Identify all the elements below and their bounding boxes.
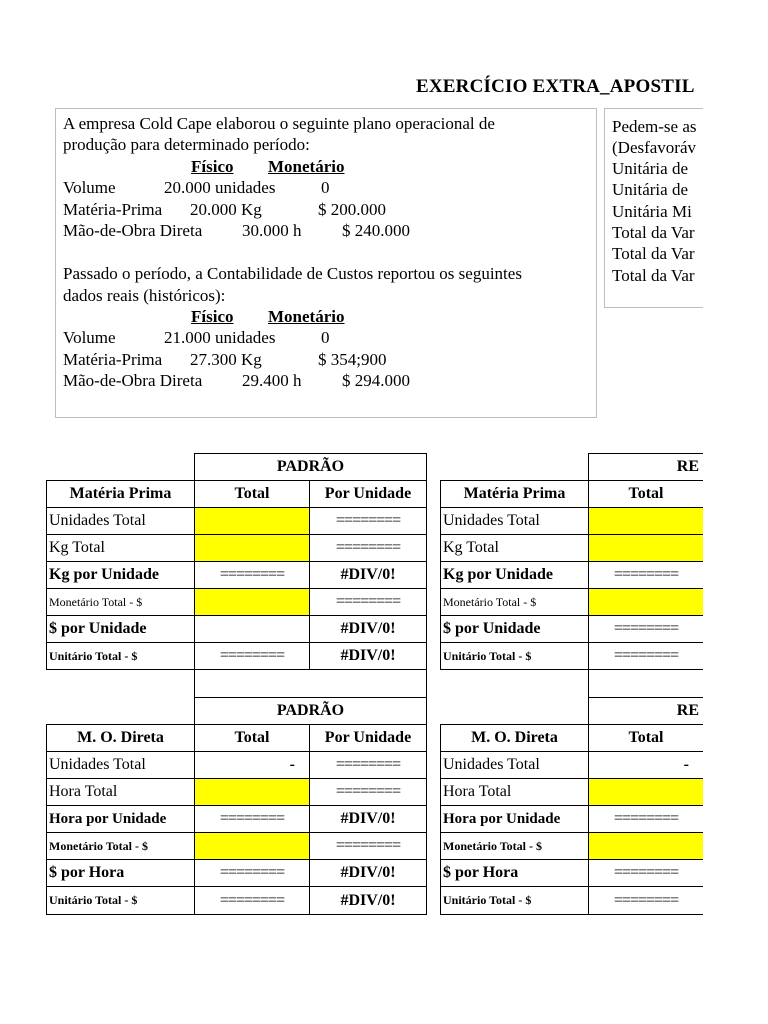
- row-label-kg-por-unidade: Kg por Unidade: [440, 561, 589, 589]
- row-label-unitario-total: Unitário Total - $: [440, 642, 589, 670]
- row-label-kg-total: Kg Total: [440, 534, 589, 562]
- separator-cell: ========: [588, 859, 703, 887]
- row-label-unitario-total: Unitário Total - $: [46, 886, 195, 915]
- separator-cell: ========: [309, 507, 427, 535]
- real-mp-fisico: 27.300 Kg: [190, 350, 262, 369]
- col-total-header: Total: [194, 480, 310, 508]
- input-cell[interactable]: [588, 507, 703, 535]
- formula-error-cell[interactable]: #DIV/0!: [309, 561, 427, 589]
- plan-mp-monetario: $ 200.000: [318, 200, 386, 219]
- row-label-unitario-total: Unitário Total - $: [440, 886, 589, 915]
- plan-mod-label: Mão-de-Obra Direta: [63, 221, 203, 240]
- plan-line-1: A empresa Cold Cape elaborou o seguinte plano operacional de: [63, 114, 495, 133]
- real-header-mod: RE: [588, 697, 703, 725]
- row-label-por-hora: $ por Hora: [440, 859, 589, 887]
- page-title: EXERCÍCIO EXTRA_APOSTIL: [416, 76, 695, 97]
- row-label-hora-total: Hora Total: [440, 778, 589, 806]
- header-fisico-2: Físico: [191, 307, 234, 326]
- question-line: Unitária de: [612, 180, 688, 199]
- row-label-monetario-total: Monetário Total - $: [440, 588, 589, 616]
- input-cell[interactable]: [194, 832, 310, 860]
- row-label-kg-total: Kg Total: [46, 534, 195, 562]
- row-label-por-unidade: $ por Unidade: [440, 615, 589, 643]
- mp-table-header: Matéria Prima: [46, 480, 195, 508]
- plan-volume-monetario: 0: [321, 178, 330, 197]
- col-total-header: Total: [588, 480, 703, 508]
- header-fisico: Físico: [191, 157, 234, 176]
- row-label-monetario-total: Monetário Total - $: [46, 832, 195, 860]
- plan-mp-label: Matéria-Prima: [63, 200, 163, 219]
- separator-cell: ========: [194, 859, 310, 887]
- question-line: Total da Var: [612, 266, 695, 285]
- real-mod-monetario: $ 294.000: [342, 371, 410, 390]
- mp-table-header-real: Matéria Prima: [440, 480, 589, 508]
- row-label-unidades-total: Unidades Total: [46, 507, 195, 535]
- separator-cell: ========: [309, 751, 427, 779]
- real-mod-label: Mão-de-Obra Direta: [63, 371, 203, 390]
- row-label-por-hora: $ por Hora: [46, 859, 195, 887]
- plan-mod-fisico: 30.000 h: [242, 221, 302, 240]
- header-monetario: Monetário: [268, 157, 345, 176]
- input-cell[interactable]: [588, 778, 703, 806]
- input-cell[interactable]: [194, 534, 310, 562]
- separator-cell: ========: [309, 832, 427, 860]
- value-cell[interactable]: -: [194, 751, 310, 779]
- separator-cell: ========: [309, 534, 427, 562]
- row-label-unidades-total: Unidades Total: [440, 507, 589, 535]
- question-line: Total da Var: [612, 223, 695, 242]
- input-cell[interactable]: [194, 778, 310, 806]
- question-line: Total da Var: [612, 244, 695, 263]
- real-mod-fisico: 29.400 h: [242, 371, 302, 390]
- col-por-unidade-header: Por Unidade: [309, 724, 427, 752]
- real-volume-label: Volume: [63, 328, 116, 347]
- real-volume-monetario: 0: [321, 328, 330, 347]
- row-label-monetario-total: Monetário Total - $: [440, 832, 589, 860]
- real-header-mp: RE: [588, 453, 703, 481]
- plan-volume-fisico: 20.000 unidades: [164, 178, 276, 197]
- col-total-header: Total: [588, 724, 703, 752]
- question-line: Unitária de: [612, 159, 688, 178]
- padrao-header-mod: PADRÃO: [194, 697, 427, 725]
- real-mp-label: Matéria-Prima: [63, 350, 163, 369]
- formula-error-cell[interactable]: #DIV/0!: [309, 615, 427, 643]
- plan-mp-fisico: 20.000 Kg: [190, 200, 262, 219]
- input-cell[interactable]: [194, 507, 310, 535]
- separator-cell: ========: [588, 561, 703, 589]
- row-label-hora-total: Hora Total: [46, 778, 195, 806]
- separator-cell: ========: [588, 886, 703, 915]
- row-label-monetario-total: Monetário Total - $: [46, 588, 195, 616]
- separator-cell: ========: [588, 805, 703, 833]
- mod-table-header: M. O. Direta: [46, 724, 195, 752]
- value-cell[interactable]: -: [588, 751, 703, 779]
- formula-error-cell[interactable]: #DIV/0!: [309, 859, 427, 887]
- input-cell[interactable]: [588, 832, 703, 860]
- row-label-hora-por-unidade: Hora por Unidade: [440, 805, 589, 833]
- separator-cell: ========: [309, 778, 427, 806]
- separator-cell: ========: [194, 561, 310, 589]
- question-line: (Desfavoráv: [612, 138, 697, 157]
- input-cell[interactable]: [194, 588, 310, 616]
- plan-line-2: produção para determinado período:: [63, 135, 310, 154]
- input-cell[interactable]: [588, 534, 703, 562]
- row-label-por-unidade: $ por Unidade: [46, 615, 195, 643]
- empty-cell: [588, 669, 703, 698]
- row-label-kg-por-unidade: Kg por Unidade: [46, 561, 195, 589]
- input-cell[interactable]: [588, 588, 703, 616]
- formula-error-cell[interactable]: #DIV/0!: [309, 805, 427, 833]
- empty-cell: [194, 669, 427, 698]
- separator-cell: ========: [194, 805, 310, 833]
- row-label-hora-por-unidade: Hora por Unidade: [46, 805, 195, 833]
- questions-text-box: [604, 108, 703, 308]
- real-mp-monetario: $ 354;900: [318, 350, 387, 369]
- row-label-unitario-total: Unitário Total - $: [46, 642, 195, 670]
- formula-error-cell[interactable]: #DIV/0!: [309, 886, 427, 915]
- mod-table-header-real: M. O. Direta: [440, 724, 589, 752]
- empty-cell[interactable]: [194, 615, 310, 643]
- col-total-header: Total: [194, 724, 310, 752]
- separator-cell: ========: [194, 642, 310, 670]
- question-line: Pedem-se as: [612, 117, 697, 136]
- row-label-unidades-total: Unidades Total: [440, 751, 589, 779]
- formula-error-cell[interactable]: #DIV/0!: [309, 642, 427, 670]
- separator-cell: ========: [588, 642, 703, 670]
- plan-line-4: dados reais (históricos):: [63, 286, 226, 305]
- plan-mod-monetario: $ 240.000: [342, 221, 410, 240]
- plan-line-3: Passado o período, a Contabilidade de Custos reportou os seguintes: [63, 264, 522, 283]
- header-monetario-2: Monetário: [268, 307, 345, 326]
- separator-cell: ========: [588, 615, 703, 643]
- question-line: Unitária Mi: [612, 202, 692, 221]
- separator-cell: ========: [194, 886, 310, 915]
- plan-text-box: [55, 108, 597, 418]
- col-por-unidade-header: Por Unidade: [309, 480, 427, 508]
- plan-volume-label: Volume: [63, 178, 116, 197]
- padrao-header-mp: PADRÃO: [194, 453, 427, 481]
- real-volume-fisico: 21.000 unidades: [164, 328, 276, 347]
- row-label-unidades-total: Unidades Total: [46, 751, 195, 779]
- separator-cell: ========: [309, 588, 427, 616]
